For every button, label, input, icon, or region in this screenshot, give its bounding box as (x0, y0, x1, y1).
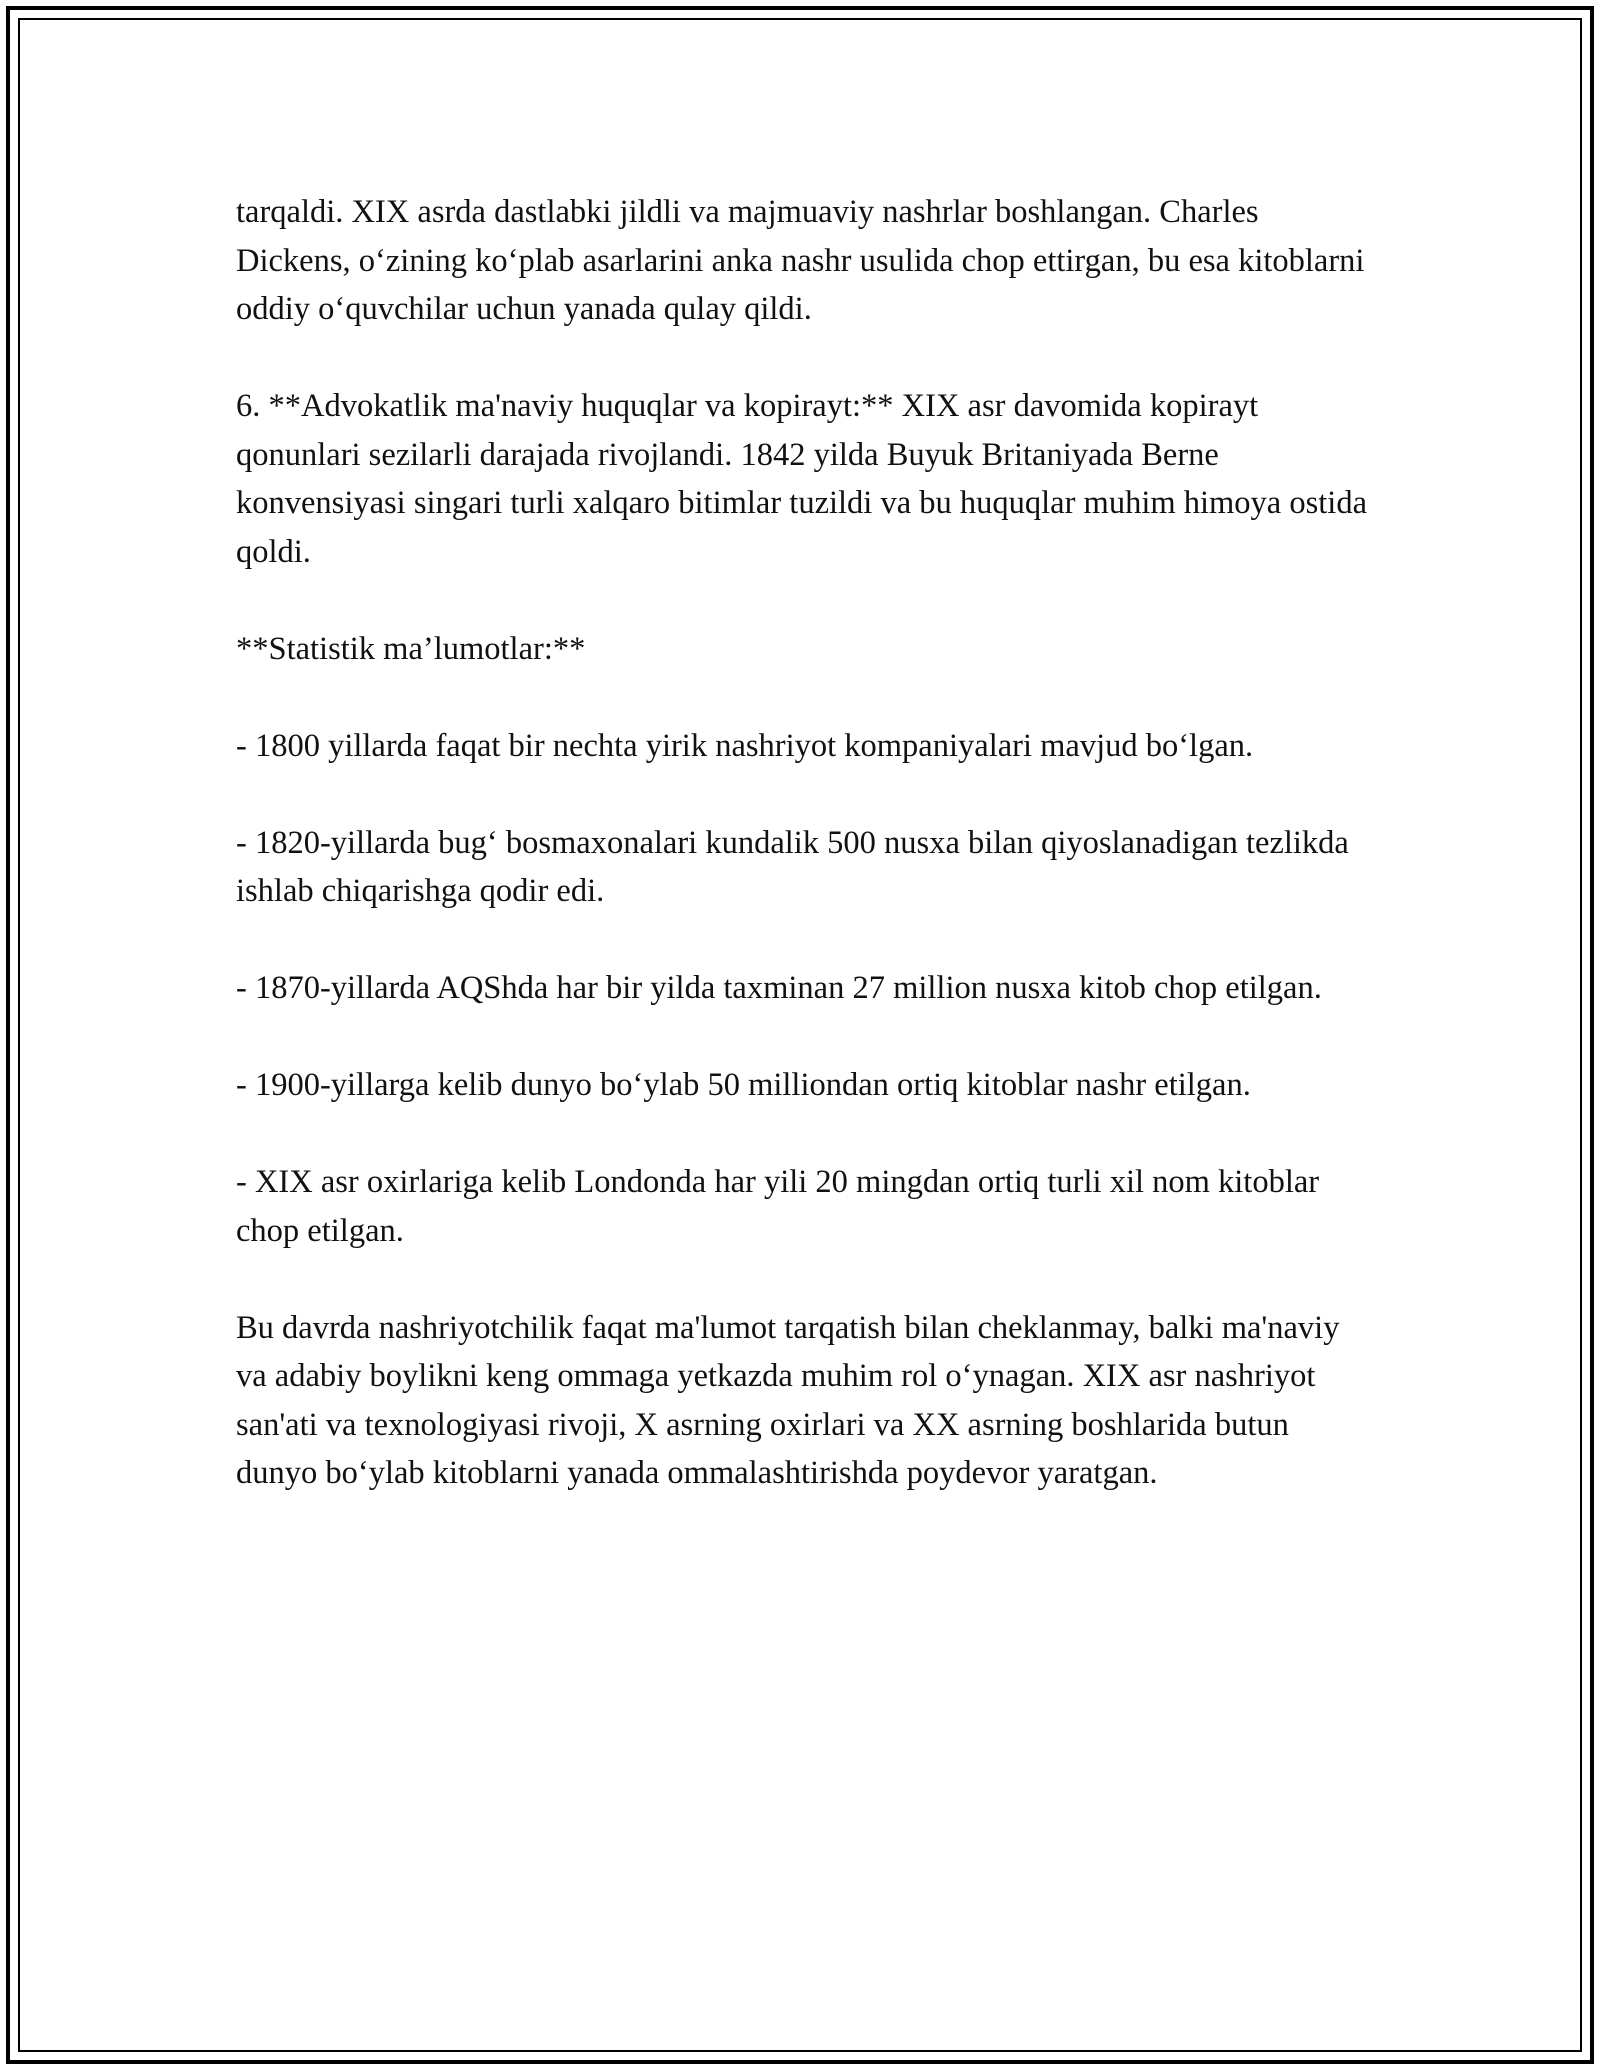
document-body (236, 188, 1376, 1546)
list-item: - 1870-yillarda AQShda har bir yilda taxminan 27 million nusxa kitob chop etilgan. (236, 970, 1322, 1006)
list-item: - 1800 yillarda faqat bir nechta yirik nashriyot kompaniyalari mavjud bo‘lgan. (236, 727, 1254, 764)
statistics-list (236, 722, 1376, 1256)
paragraph-conclusion: Bu davrda nashriyotchilik faqat ma'lumot tarqatish bilan cheklanmay, balki ma'naviy va adabiy boylikni keng ommaga yetkazda muhim rol o‘ynagan. XIX asr nashriyot san'ati va texnologiyasi rivoji, X asrning oxirlari va XX asrning boshlarida butun dunyo bo‘ylab kitoblarni yanada ommalashtirishda poydevor yaratgan. (236, 1309, 1340, 1491)
list-item: - 1820-yillarda bug‘ bosmaxonalari kundalik 500 nusxa bilan qiyoslanadigan tezlikda ishlab chiqarishga qodir edi. (236, 824, 1349, 909)
statistics-heading: **Statistik ma’lumotlar:** (236, 630, 586, 667)
paragraph-copyright: 6. **Advokatlik ma'naviy huquqlar va kopirayt:** XIX asr davomida kopirayt qonunlari sezilarli darajada rivojlandi. 1842 yilda Buyuk Britaniyada Berne konvensiyasi singari turli xalqaro bitimlar tuzildi va bu huquqlar muhim himoya ostida qoldi. (236, 388, 1367, 570)
list-item: - 1900-yillarga kelib dunyo bo‘ylab 50 milliondan ortiq kitoblar nashr etilgan. (236, 1067, 1251, 1103)
list-item: - XIX asr oxirlariga kelib Londonda har yili 20 mingdan ortiq turli xil nom kitoblar chop etilgan. (236, 1164, 1320, 1249)
paragraph-intro: tarqaldi. XIX asrda dastlabki jildli va majmuaviy nashrlar boshlangan. Charles Dickens, o‘zining ko‘plab asarlarini anka nashr usulida chop ettirgan, bu esa kitoblarni oddiy o‘quvchilar uchun yanada qulay qildi. (236, 194, 1365, 327)
